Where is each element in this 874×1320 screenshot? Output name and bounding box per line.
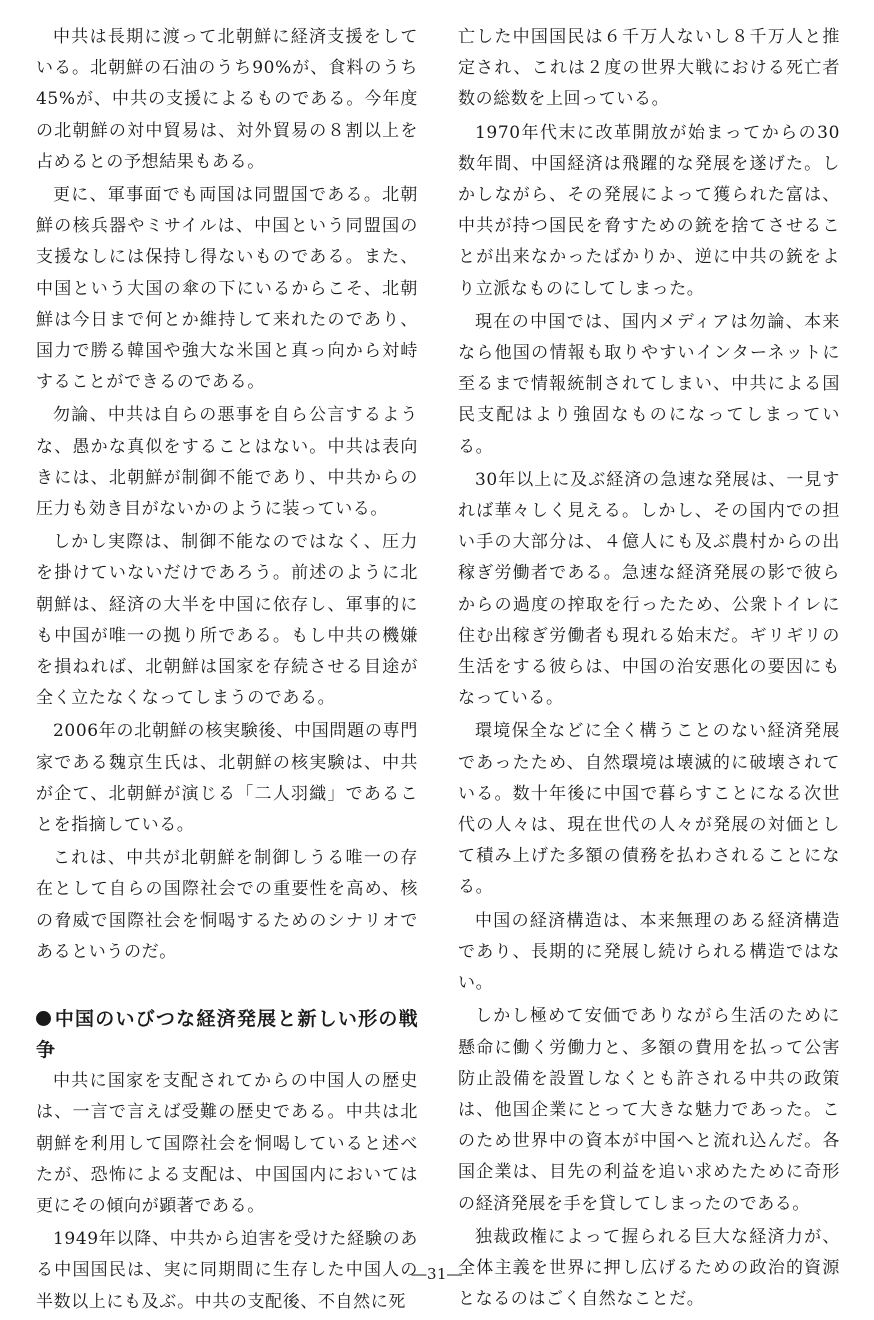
paragraph: しかし実際は、制御不能なのではなく、圧力を掛けていないだけであろう。前述のように北朝鮮は、経済の大半を中国に依存し、軍事的にも中国が唯一の拠り所である。もし中共の機嫌を損ねれば、北朝鮮は国家を存続させる目途が全く立たなくなってしまうのである。 (36, 532, 418, 709)
paragraph: 勿論、中共は自らの悪事を自ら公言するような、愚かな真似をすることはない。中共は表向きには、北朝鮮が制御不能であり、中共からの圧力も効き目がないかのように装っている。 (36, 405, 418, 520)
paragraph: 環境保全などに全く構うことのない経済発展であったため、自然環境は壊滅的に破壊されている。数十年後に中国で暮らすことになる次世代の人々は、現在世代の人々が発展の対価として積み上げた多額の債務を払わされることになる。 (458, 721, 840, 898)
paragraph: 1949年以降、中共から迫害を受けた経験のある中国国民は、実に同期間に生存した中国人の半数以上にも及ぶ。中共の支配後、不自然に死 (36, 1229, 418, 1312)
paragraph: 独裁政権によって握られる巨大な経済力が、全体主義を世界に押し広げるための政治的資源となるのはごく自然なことだ。 (458, 1226, 840, 1310)
page-number: ―31― (411, 1265, 463, 1283)
right-column (458, 22, 840, 1317)
paragraph-continuation: 亡した中国国民は６千万人ないし８千万人と推定され、これは２度の世界大戦における死亡者数の総数を上回っている。 (458, 27, 840, 110)
paragraph: 30年以上に及ぶ経済の急速な発展は、一見すれば華々しく見える。しかし、その国内での担い手の大部分は、４億人にも及ぶ農村からの出稼ぎ労働者である。急速な経済発展の影で彼らからの過度の搾取を行ったため、公衆トイレに住む出稼ぎ労働者も現れる始末だ。ギリギリの生活をする彼らは、中国の治安悪化の要因にもなっている。 (458, 469, 840, 709)
bullet-icon (36, 1011, 51, 1026)
paragraph: これは、中共が北朝鮮を制御しうる唯一の存在として自らの国際社会での重要性を高め、核の脅威で国際社会を恫喝するためのシナリオであるというのだ。 (36, 848, 418, 962)
section-heading (36, 1004, 418, 1066)
paragraph: 1970年代末に改革開放が始まってからの30数年間、中国経済は飛躍的な発展を遂げた。しかしながら、その発展によって獲られた富は、中共が持つ国民を脅すための銃を捨てさせることが出来なかったばかりか、逆に中共の銃をより立派なものにしてしまった。 (458, 122, 840, 299)
paragraph: 更に、軍事面でも両国は同盟国である。北朝鮮の核兵器やミサイルは、中国という同盟国の支援なしには保持し得ないものである。また、中国という大国の傘の下にいるからこそ、北朝鮮は今日まで何とか維持して来れたのであり、国力で勝る韓国や強大な米国と真っ向から対峙することができるのである。 (36, 185, 418, 393)
paragraph: 中国の経済構造は、本来無理のある経済構造であり、長期的に発展し続けられる構造ではない。 (458, 910, 840, 994)
paragraph: 2006年の北朝鮮の核実験後、中国問題の専門家である魏京生氏は、北朝鮮の核実験は、中共が企て、北朝鮮が演じる「二人羽織」であることを指摘している。 (36, 721, 418, 836)
paragraph: 現在の中国では、国内メディアは勿論、本来なら他国の情報も取りやすいインターネットに至るまで情報統制されてしまい、中共による国民支配はより強固なものになってしまっている。 (458, 311, 840, 457)
section-heading-text: 中国のいびつな経済発展と新しい形の戦争 (36, 1008, 418, 1062)
left-column (36, 22, 418, 1320)
paragraph: しかし極めて安価でありながら生活のために懸命に働く労働力と、多額の費用を払って公害防止設備を設置しなくとも許される中共の政策は、他国企業にとって大きな魅力であった。このため世界中の資本が中国へと流れ込んだ。各国企業は、目先の利益を追い求めたために奇形の経済発展を手を貸してしまったのである。 (458, 1006, 840, 1214)
paragraph: 中共は長期に渡って北朝鮮に経済支援をしている。北朝鮮の石油のうち90%が、食料のうち45%が、中共の支援によるものである。今年度の北朝鮮の対中貿易は、対外貿易の８割以上を占めるとの予想結果もある。 (36, 27, 418, 172)
paragraph: 中共に国家を支配されてからの中国人の歴史は、一言で言えば受難の歴史である。中共は北朝鮮を利用して国際社会を恫喝していると述べたが、恐怖による支配は、中国国内においては更にその傾向が顕著である。 (36, 1071, 418, 1216)
